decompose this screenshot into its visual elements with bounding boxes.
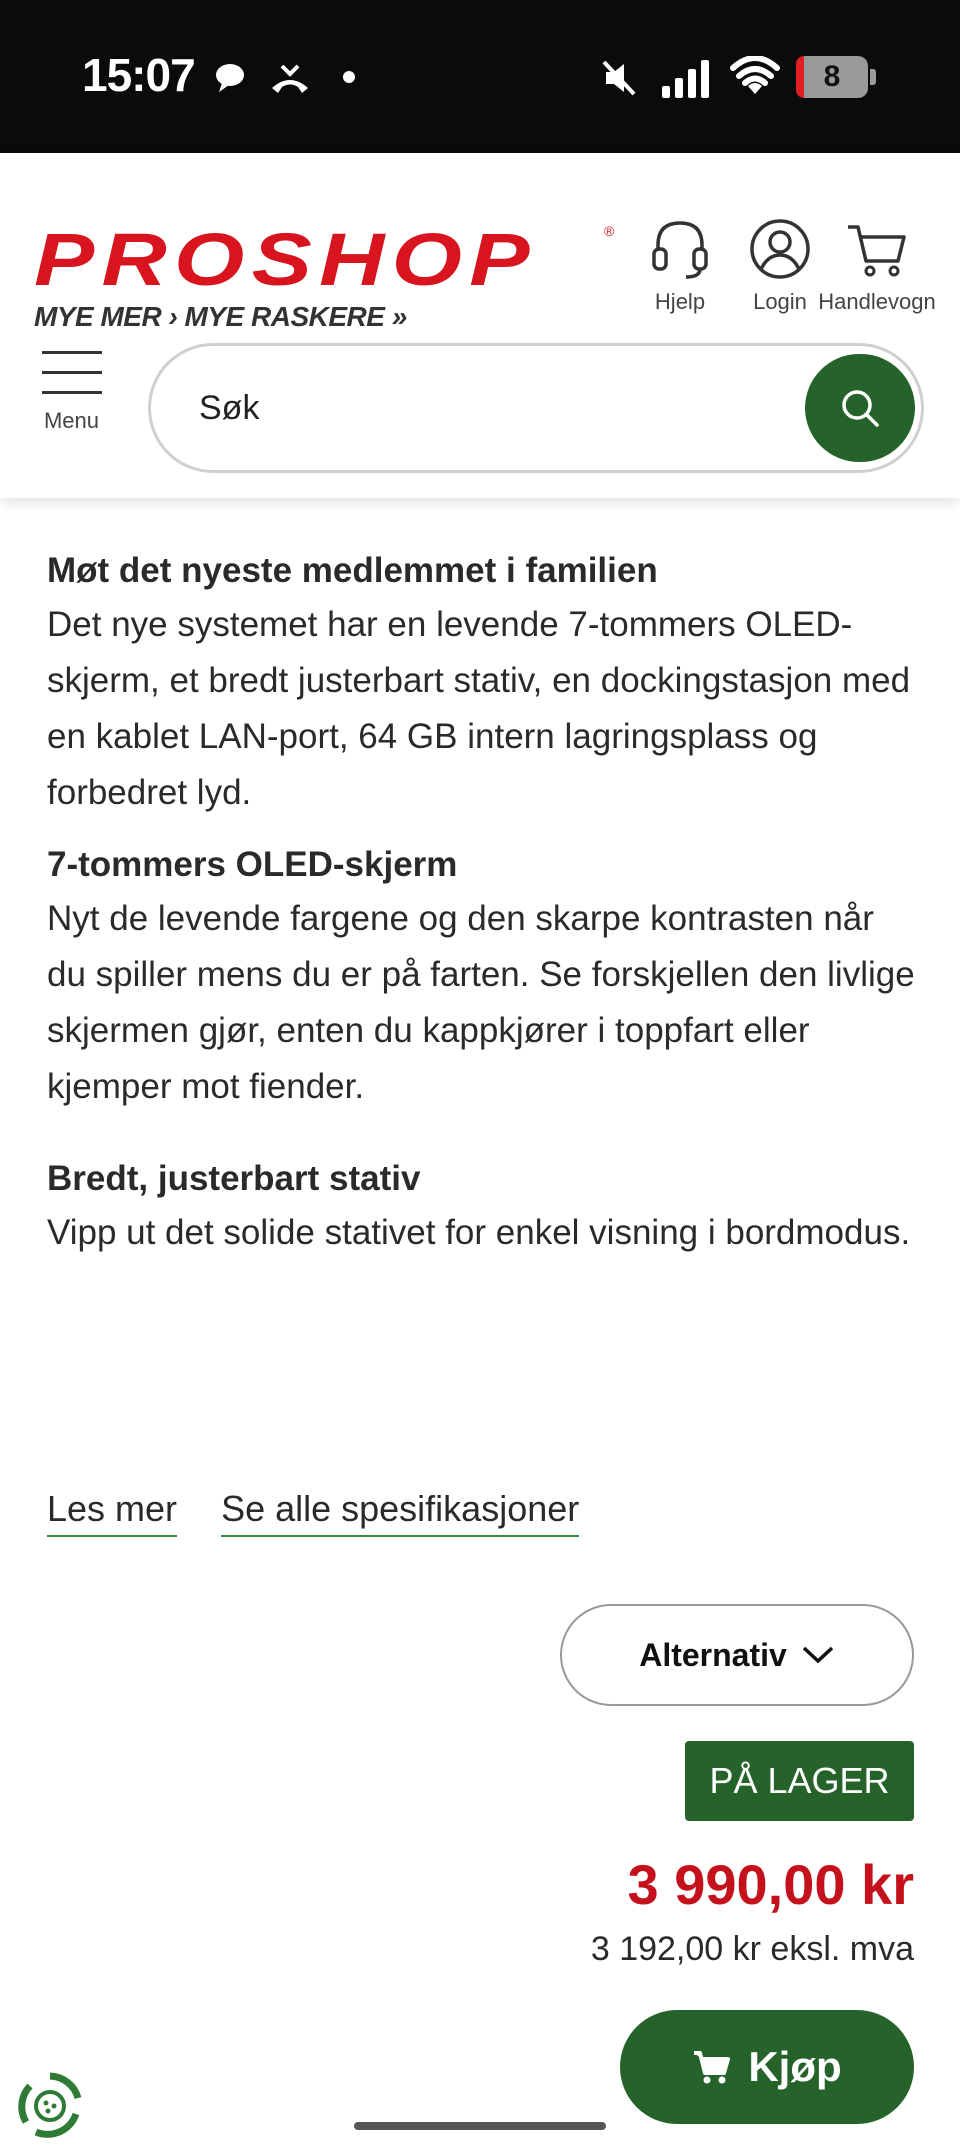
chevron-down-icon [801,1645,835,1665]
battery-level: 8 [823,60,841,93]
status-time: 15:07 [82,49,195,101]
status-bar [0,0,960,153]
cart-label: Handlevogn [818,289,936,314]
site-header [0,153,960,498]
dot-icon [342,70,356,84]
proshop-logo[interactable] [34,218,624,333]
signal-icon [660,58,714,98]
all-specs-link[interactable]: Se alle spesifikasjoner [221,1488,579,1537]
product-description [47,545,917,1279]
registered-mark: ® [604,223,615,239]
help-button[interactable] [640,217,720,315]
recycle-badge-icon[interactable] [14,2070,86,2142]
description-heading: 7-tommers OLED-skjerm [47,845,458,884]
logo-wordmark: PROSHOP [34,218,537,301]
description-block [47,545,917,821]
read-more-link[interactable]: Les mer [47,1488,177,1537]
stock-badge: PÅ LAGER [685,1741,914,1821]
login-label: Login [753,289,807,314]
wifi-icon [730,56,780,96]
battery-icon [796,56,876,98]
menu-label: Menu [43,408,100,433]
cart-icon [844,217,910,281]
search-bar [148,343,924,473]
description-text: Det nye systemet har en levende 7-tommers OLED-skjerm, et bredt justerbart stativ, en dockingstasjon med en kablet LAN-port, 64 GB intern lagringsplass og forbedret lyd. [47,605,911,812]
chat-bubble-icon [214,62,250,94]
hamburger-icon [34,351,109,394]
buy-label: Kjøp [748,2043,842,2090]
alternative-label: Alternativ [639,1636,787,1673]
cart-icon [692,2049,730,2085]
description-heading: Møt det nyeste medlemmet i familien [47,551,658,590]
help-label: Hjelp [654,289,706,314]
price-ex-vat: 3 192,00 kr eksl. mva [590,1930,914,1968]
cart-button[interactable] [814,217,940,315]
search-button[interactable] [805,354,915,462]
login-button[interactable] [745,217,815,315]
mute-icon [600,58,638,98]
price: 3 990,00 kr [627,1853,914,1916]
buy-button[interactable] [620,2010,914,2124]
description-heading: Bredt, justerbart stativ [47,1159,421,1198]
user-icon [748,217,812,281]
description-block [47,1153,917,1261]
alternative-dropdown[interactable] [560,1604,914,1706]
home-indicator[interactable] [354,2122,606,2130]
description-links [47,1488,613,1530]
description-text: Nyt de levende fargene og den skarpe kontrasten når du spiller mens du er på farten. Se forskjellen den livlige skjermen gjør, enten du kappkjører i toppfart eller kjemper mot fiender. [47,899,915,1106]
search-icon [839,387,881,429]
menu-button[interactable] [34,351,109,434]
missed-call-icon [268,62,312,96]
description-block [47,839,917,1115]
search-input[interactable] [199,346,759,470]
logo-tagline: MYE MER › MYE RASKERE » [34,301,407,332]
description-text: Vipp ut det solide stativet for enkel visning i bordmodus. [47,1213,911,1252]
headset-icon [650,217,710,281]
